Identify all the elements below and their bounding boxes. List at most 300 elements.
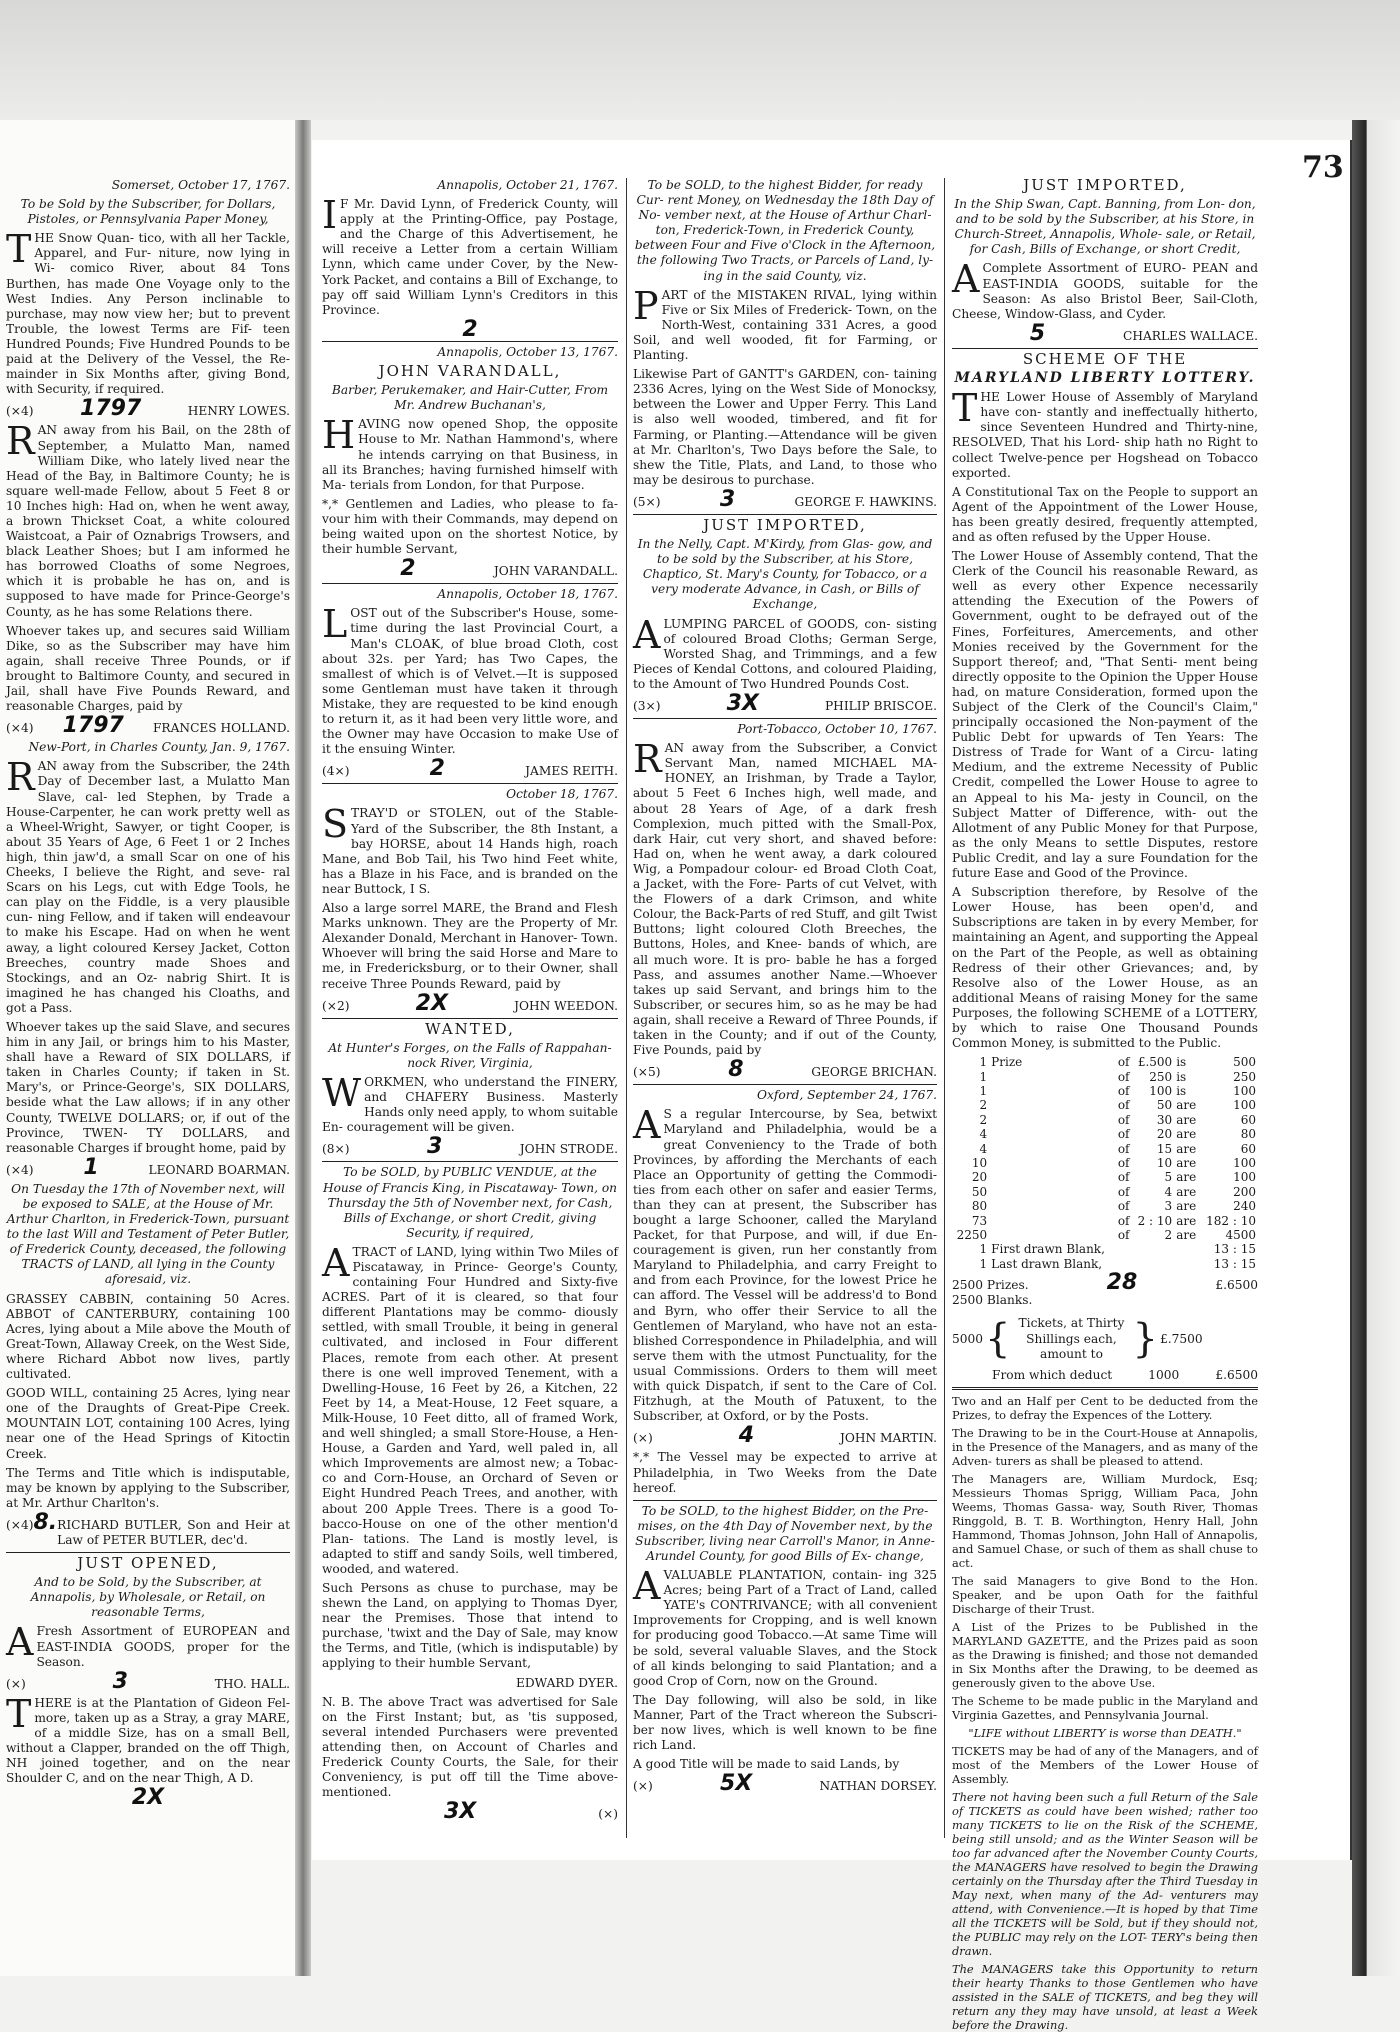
ad-intro (322, 1165, 618, 1240)
ad-body (6, 419, 290, 619)
prize-cell: 2250 (956, 1228, 988, 1243)
handwritten-mark: 2X (131, 1785, 165, 1811)
prize-cell: 100 (1233, 1156, 1256, 1170)
prize-cell: 1 (979, 1069, 988, 1084)
prize-cell (989, 1199, 1116, 1213)
ad-text: Whoever takes up the said Slave, and secures him in any Jail, or brings him to his Master, shall have a Reward of SIX DOLLARS, if taken in Charles County; if taken in St. Mary's, or Prince-George's, SIX DOLLARS, beside what the Law allows; if in any other County, TWELVE DOLLARS; or, if out of the Province, TWEN- TY DOLLARS, and reasonable Charges if brought home, paid by (6, 1019, 290, 1155)
ad-body (322, 1695, 618, 1801)
advertiser-name: NATHAN DORSEY. (819, 1779, 937, 1794)
insertion-code: (8×) (322, 1142, 350, 1157)
ad-body (6, 624, 290, 715)
insertion-code: (×4) (6, 1517, 34, 1532)
prize-cell: of (1117, 1199, 1130, 1214)
ad-text: Also a large sorrel MARE, the Brand and Flesh Marks unknown. They are the Property of Mr. Alexander Donald, Merchant in Hanover- Town. Whoever will bring the said Horse and Mare to me, in Fredericksburg, or to their Owner, shall receive Three Pounds Reward, paid by (322, 901, 618, 991)
ad-body (633, 1450, 937, 1495)
ad-body (952, 1426, 1258, 1468)
ad-intro (633, 537, 937, 612)
left-column (6, 178, 290, 1898)
ad-text: F Mr. David Lynn, of Frederick County, will apply at the Printing-Office, pay Postage, and the Charge of this Advertisement, he will receive a Letter from a certain William Lynn, which came under Cover, by the New- York Packet, and contains a Bill of Exchange, to pay off said William Lynn's Creditors in this Province. (322, 197, 618, 317)
signature-line (6, 1154, 290, 1180)
advertiser-name: PHILIP BRISCOE. (824, 699, 937, 713)
drop-cap: T (6, 1691, 32, 1736)
signature-line (6, 1668, 290, 1694)
handwritten-mark: 1797 (80, 396, 142, 422)
prize-row (952, 1113, 1258, 1127)
drop-cap: P (633, 283, 659, 328)
rule (322, 583, 618, 584)
prize-cell: of (1117, 1213, 1130, 1228)
ad-body (322, 413, 618, 492)
prize-cell: 1 (979, 1083, 988, 1098)
prize-cell: 10 (971, 1156, 988, 1170)
signature-line (633, 1057, 937, 1083)
prize-cell: 4500 (1225, 1228, 1256, 1243)
ad-body (322, 802, 618, 897)
ad-heading (952, 178, 1258, 193)
insertion-code: (×4) (6, 1162, 34, 1177)
ad-text: To be SOLD, to the highest Bidder, on the Pre- mises, on the 4th Day of November next, by the Subscriber, living near Carroll's Manor, in Anne-Arundel County, for good Bills of Ex- change, (635, 1503, 935, 1563)
advertiser-name: JOHN STRODE. (519, 1142, 618, 1157)
prize-row (952, 1142, 1258, 1156)
handwritten-mark: 3X (443, 1799, 477, 1825)
handwritten-mark: 2 (429, 756, 445, 782)
drop-cap: R (633, 737, 662, 782)
ad-text: GRASSEY CABBIN, containing 50 Acres. ABBOT of CANTERBURY, containing 100 Acres, lying about a Mile above the Mouth of Great-Town, Allaway Creek, on the West Side, where Richard Abbot now lives, partly cultivated. (6, 1291, 290, 1382)
ad-text: To be SOLD, to the highest Bidder, for ready Cur- rent Money, on Wednesday the 18th Day of No- vember next, at the House of Arthur Charl- ton, Frederick-Town, in Frederick County, between Four and Five o'Clock in the Afternoon, the following Two Tracts, or Parcels of Land, ly- ing in the said County, viz. (634, 178, 936, 283)
handwritten-mark: 5X (720, 1771, 753, 1797)
prize-cell: 2 (979, 1112, 988, 1127)
rule (952, 348, 1258, 349)
ad-text: Whoever takes up, and secures said William Dike, so as the Subscriber may have him again, shall receive Three Pounds, or if brought to Baltimore County, and secured in Jail, shall have Five Pounds Reward, and reasonable Charges, paid by (6, 623, 290, 714)
signature-line (322, 1134, 618, 1160)
ad-text: TRACT of LAND, lying within Two Miles of Piscataway, in Prince- George's County, containing Four Hundred and Sixty-five ACRES. Part of it is cleared, so that four different Plantations may be commo- diously settled, with small Trouble, it being in general cultivated, and inclosed in Four different Places, remote from each other. At present there is one well improved Tenement, with a Dwelling-House, 16 Feet by 26, a Kitchen, 22 Feet by 14, a Meat-House, 12 Feet square, a Milk-House, 10 Feet ditto, all of framed Work, and well shingled; a small Store-House, a Hen- House, a Garden and Yard, well paled in, all which Improvements are almost new; a Tobac- co and Corn-House, an Orchard of Seven or Eight Hundred Peach Trees, and another, with about 200 Apple Trees. There is a good To- bacco-House on one of the other mention'd Plan- tations. The Land is mostly level, is adapted to stiff and sandy Soils, well timbered, wooded, and watered. (322, 1244, 618, 1576)
ad-intro (6, 1575, 290, 1620)
insertion-code: (3×) (633, 699, 661, 713)
advertiser-name: JOHN WEEDON. (514, 998, 618, 1013)
ad-text: ART of the MISTAKEN RIVAL, lying within Five or Six Miles of Frederick- Town, on the North-West, containing 331 Acres, a good Soil, and well wooded, fit for Farming, or Planting. (633, 287, 937, 363)
ad-body (633, 1103, 937, 1424)
drop-cap: A (633, 1564, 661, 1609)
prize-cell: of (1117, 1055, 1130, 1070)
prize-row (952, 1127, 1258, 1141)
prize-cell: of (1117, 1083, 1130, 1098)
drop-cap: S (322, 802, 349, 847)
drop-cap: T (6, 227, 32, 272)
dateline (6, 740, 290, 755)
signature-line (322, 556, 618, 582)
prize-cell: 4 (979, 1141, 988, 1156)
handwritten-mark: 5 (1029, 320, 1046, 346)
prize-row (952, 1242, 1258, 1256)
prize-cell: are (1176, 1098, 1197, 1113)
prize-cell: 4 (979, 1127, 988, 1142)
advertiser-name: EDWARD DYER. (516, 1675, 618, 1690)
ad-body (322, 497, 618, 557)
ad-body (952, 1694, 1258, 1722)
prize-cell: 240 (1233, 1199, 1256, 1214)
prize-cell: of (1117, 1112, 1130, 1127)
ad-text: TICKETS may be had of any of the Managers, and of most of the Members of the Lower House of Assembly. (952, 1743, 1258, 1786)
prize-row (952, 1070, 1258, 1084)
prize-totals (952, 1270, 1258, 1296)
prize-cell: 2 (1164, 1228, 1173, 1243)
ad-text: Complete Assortment of EURO- PEAN and EAST-INDIA GOODS, suitable for the Season: As also Bristol Beer, Sail-Cloth, Cheese, Window-Glass, and Cyder. (952, 261, 1258, 321)
ad-body (6, 755, 290, 1016)
ad-text: A Subscription therefore, by Resolve of the Lower House, has been open'd, and Subscriptions are taken in by every Member, for maintaining an Agent, and supporting the Appeal on the Part of the People, as well as obtaining Redress of their other Grievances; and, by Resolve also of the Lower House, as an additional Means of raising Money for the same Purposes, the following SCHEME of a LOTTERY, by which to raise One Thousand Pounds Common Money, is submitted to the Public. (952, 885, 1258, 1051)
net-value: £.6500 (1215, 1367, 1258, 1382)
ad-text: ORKMEN, who understand the FINERY, and CHAFERY Business. Masterly Hands only need apply, to whom suitable En- couragement will be given. (322, 1074, 618, 1135)
advertiser-name: RICHARD BUTLER, Son and Heir at Law of PETER BUTLER, dec'd. (57, 1517, 290, 1547)
handwritten-mark: 3 (112, 1668, 128, 1694)
prize-cell: 13 : 15 (1213, 1242, 1256, 1257)
ad-body (952, 1472, 1258, 1570)
prize-cell: £.500 (1137, 1055, 1173, 1070)
prize-cell: of (1117, 1141, 1130, 1156)
drop-cap: W (322, 1070, 362, 1115)
ad-body (322, 1070, 618, 1135)
prize-cell: are (1176, 1170, 1197, 1185)
prize-row (952, 1098, 1258, 1112)
signature-line (633, 1771, 937, 1797)
ad-text: JUST OPENED, (77, 1554, 219, 1573)
prize-cell (989, 1098, 1116, 1112)
tickets-block: 5000 { Tickets, at Thirty Shillings each, amount to } £.7500 (952, 1316, 1203, 1363)
prize-cell: are (1176, 1184, 1197, 1199)
prize-cell: are (1176, 1199, 1197, 1214)
ad-text: Such Persons as chuse to purchase, may be shewn the Land, on applying to Thomas Dyer, near the Premises. Those that intend to purchase, 'twixt and the Day of Sale, may know the Terms, and Title, (which is indisputable) by applying to their humble Servant, (322, 1580, 618, 1671)
advertiser-name: HENRY LOWES. (187, 404, 290, 419)
prize-cell (989, 1214, 1116, 1228)
ad-heading (322, 364, 618, 379)
rule (322, 783, 618, 784)
advertiser-name: THO. HALL. (214, 1676, 290, 1691)
prize-cell: are (1176, 1127, 1197, 1142)
prize-table (952, 1055, 1258, 1271)
page-number: 73 (1302, 150, 1344, 185)
prize-cell: are (1176, 1213, 1197, 1228)
prize-row (952, 1084, 1258, 1098)
ad-body (633, 1564, 937, 1689)
rule (633, 718, 937, 719)
prize-cell: 100 (1233, 1170, 1256, 1185)
prize-cell: 200 (1233, 1184, 1256, 1199)
ad-text: Fresh Assortment of EUROPEAN and EAST-INDIA GOODS, proper for the Season. (36, 1624, 290, 1669)
signature-line (6, 396, 290, 422)
rule (633, 1500, 937, 1501)
prize-cell (989, 1070, 1116, 1084)
prize-cell: 2 (979, 1098, 988, 1113)
column-one (322, 178, 618, 1838)
signature-line (6, 713, 290, 739)
insertion-code: (×4) (6, 721, 34, 736)
prize-cell: is (1176, 1069, 1187, 1084)
signature-line (322, 990, 618, 1016)
notice (952, 1962, 1258, 2032)
prize-cell: 50 (971, 1184, 988, 1199)
ad-body (322, 193, 618, 318)
prize-cell: are (1176, 1112, 1197, 1127)
ad-text: VALUABLE PLANTATION, contain- ing 325 Acres; being Part of a Tract of Land, called YATE's CONTRIVANCE; with all convenient Improvements for Cropping, and is well known for producing good Tobacco.—At same Time will be sold, several valuable Slaves, and the Stock of all kinds belonging to said Plantation; and a good Crop of Corn, now on the Ground. (633, 1568, 937, 1688)
prize-cell: 15 (1156, 1141, 1173, 1156)
prize-cell (989, 1228, 1116, 1242)
column-rule (944, 178, 945, 1838)
signature-line (633, 1423, 937, 1449)
handwritten-mark: 3X (726, 691, 759, 716)
ad-body (322, 1240, 618, 1577)
ad-intro (952, 197, 1258, 257)
ad-text: To be SOLD, by PUBLIC VENDUE, at the House of Francis King, in Piscataway- Town, on Thursday the 5th of November next, for Cash, Bills of Exchange, or short Credit, giving Security, if required, (322, 1165, 618, 1240)
signature-line (633, 486, 937, 512)
prize-cell: 20 (971, 1170, 988, 1185)
ad-text: HERE is at the Plantation of Gideon Fel- more, taken up as a Stray, a gray MARE, of a middle Size, has on a small Bell, without a Clapper, branded on the off Thigh, NH joined together, and on the near Shoulder C, and on the near Thigh, A D. (6, 1695, 290, 1786)
ad-heading (322, 1019, 618, 1038)
ad-body (6, 1466, 290, 1511)
prize-cell: 60 (1240, 1112, 1256, 1127)
prize-cell (989, 1185, 1116, 1199)
prize-cell: of (1117, 1184, 1130, 1199)
ad-text: The Drawing to be in the Court-House at Annapolis, in the Presence of the Managers, and as many of the Adven- turers as shall be pleased to attend. (952, 1425, 1258, 1468)
dateline (633, 722, 937, 737)
handwritten-mark: 8 (728, 1057, 744, 1083)
prize-row (952, 1199, 1258, 1213)
tickets-desc: Tickets, at Thirty Shillings each, amount to (1018, 1316, 1125, 1361)
ad-text: HE Lower House of Assembly of Maryland have con- stantly and ineffectually hitherto, since Seventeen Hundred and Thirty-nine, RESOLVED, That his Lord- ship hath no Right to collect Twelve-pence per Hogshead on Tobacco exported. (952, 390, 1258, 480)
prizes-count: 2500 Prizes. (952, 1278, 1029, 1293)
deduct-label: From which deduct (992, 1367, 1113, 1382)
insertion-code: (5×) (633, 494, 661, 509)
ad-body (322, 1581, 618, 1672)
ad-text: Oxford, September 24, 1767. (757, 1088, 937, 1103)
prize-cell: 500 (1233, 1055, 1256, 1070)
ad-text: In the Ship Swan, Capt. Banning, from Lon- don, and to be sold by the Subscriber, at his Store, in Church-Street, Annapolis, Whole- sale, or Retail, for Cash, Bills of Exchange, or short Credit, (954, 197, 1256, 257)
prize-cell (989, 1127, 1116, 1141)
ad-text: Annapolis, October 21, 1767. (437, 178, 618, 192)
ad-body (952, 1620, 1258, 1690)
insertion-code: (×2) (322, 998, 350, 1013)
prize-cell (989, 1170, 1116, 1184)
prize-cell (989, 1084, 1116, 1098)
page-edge (1352, 120, 1400, 1976)
prize-cell: 3 (1164, 1199, 1173, 1214)
column-three (952, 176, 1258, 2032)
prize-cell (989, 1113, 1116, 1127)
drop-cap: L (322, 602, 348, 647)
ad-text: The Scheme to be made public in the Maryland and Virginia Gazettes, and Pennsylvania Journal. (952, 1693, 1258, 1722)
advertiser-name: CHARLES WALLACE. (1123, 328, 1258, 343)
ad-text: The Lower House of Assembly contend, That the Clerk of the Council his reasonable Reward, as well as every other Expence necessarily attending the Execution of the Powers of Government, ought to be defrayed out of the Fines, Forfeitures, Amercements, and other Monies received by the Government for the Support thereof; and, "That Senti- ment being directly opposite to the Opinion the Upper House had, on mature Consideration, formed upon the Subject of the Clerk of the Council's Claim," principally occasioned the Non-payment of the Public Debt for upwards of Ten Years: The Distress of Trade for Want of a Circu- lating Medium, and the extreme Necessity of Public Credit, compelled the Lower House to agree to an Appeal to his Ma- jesty in Council, on the Subject Matter of Difference, with- out the Allotment of any Public Money for that Purpose, as the only Means to settle Disputes, restore Public Credit, and lay a sure Foundation for the future Ease and Good of the Province. (952, 549, 1258, 881)
prize-cell: of (1117, 1228, 1130, 1243)
advertiser-name: LEONARD BOARMAN. (148, 1162, 290, 1177)
ad-text: The MANAGERS take this Opportunity to return their hearty Thanks to those Gentlemen who have assisted in the SALE of TICKETS, and beg they will return any they may have unsold, at least a Week before the Drawing. (952, 1961, 1258, 2032)
ad-text: The Day following, will also be sold, in like Manner, Part of the Tract whereon the Subscri- ber now lives, which is well known to be fine rich Land. (633, 1692, 937, 1753)
prize-cell: of (1117, 1098, 1130, 1113)
prize-cell: of (1117, 1127, 1130, 1142)
ad-text: In the Nelly, Capt. M'Kirdy, from Glas- gow, and to be sold by the Subscriber, at his Store, Chaptico, St. Mary's County, for Tobacco, or a very moderate Advance, in Cash, or Bills of Exchange, (637, 537, 933, 612)
ad-intro (322, 1041, 618, 1071)
prize-cell: of (1117, 1156, 1130, 1170)
handwritten-mark: 2 (462, 316, 478, 342)
prize-cell: of (1117, 1170, 1130, 1185)
ad-body (633, 283, 937, 363)
ad-body (633, 1757, 937, 1772)
prize-row (952, 1170, 1258, 1184)
advertiser-name: GEORGE F. HAWKINS. (794, 494, 937, 509)
drop-cap: R (6, 419, 35, 464)
tickets-count: 5000 (952, 1331, 984, 1346)
scan-top-shadow (0, 0, 1400, 120)
ad-body (6, 1691, 290, 1787)
blanks-count: 2500 Blanks. (952, 1293, 1033, 1308)
ad-text: There not having been such a full Return of the Sale of TICKETS as could have been wished; rather too many TICKETS to lie on the Risk of the SCHEME, being still unsold; and as the Winter Season will be too far advanced after the November County Courts, the MANAGERS have resolved to begin the Drawing certainly on the Thursday after the Third Tuesday in May next, when many of the Ad- venturers may attend, with Convenience.—It is hoped by that Time all the TICKETS will be Sold, but if they should not, the PUBLIC may rely on the LOT- TERY's being then drawn. (952, 1789, 1258, 1958)
dateline (6, 178, 290, 193)
prize-cell: 250 (1149, 1069, 1173, 1084)
signature-line (322, 1676, 618, 1691)
signature-line (322, 316, 618, 342)
ad-heading (952, 349, 1258, 368)
ad-body (952, 257, 1258, 321)
prize-cell: 13 : 15 (1213, 1256, 1256, 1271)
ad-text: OST out of the Subscriber's House, some- time during the last Provincial Court, a Man's CLOAK, of blue broad Cloth, cost about 32s. per Yard; has Two Capes, the smallest of which is of Velvet.—It is supposed some Gentleman must have taken it through Mistake, they are requested to be kind enough to return it, as it had been very little wore, and the Owner may have Occasion to make Use of it the ensuing Winter. (322, 606, 618, 757)
prize-row (952, 1055, 1258, 1069)
prize-cell (1133, 1257, 1175, 1271)
prize-cell (1116, 1257, 1133, 1271)
prize-cell: 182 : 10 (1206, 1213, 1256, 1228)
drop-cap: A (6, 1620, 34, 1665)
handwritten-mark: 2 (400, 556, 416, 582)
rule (633, 514, 937, 515)
advertiser-name: GEORGE BRICHAN. (811, 1065, 937, 1080)
ad-text: AN away from his Bail, on the 28th of September, a Mulatto Man, named William Dike, who lately lived near the Head of the Bay, in Baltimore County; he is square well-made Fellow, about 5 Feet 8 or 10 Inches high: Had on, when he went away, a brown Thickset Coat, a white coloured Waistcoat, a Pair of Oznabrigs Trowsers, and black Leather Shoes; but I am informed he has borrowed Cloaths of some Negroes, which it is probable he has on, and is supposed to have made for Prince-George's County, as he has some Relations there. (6, 423, 290, 619)
ad-intro (322, 383, 618, 413)
signature-line (633, 691, 937, 716)
ad-text: The said Managers to give Bond to the Hon. Speaker, and be upon Oath for the faithful Discharge of their Trust. (952, 1573, 1258, 1616)
tickets-value: £.7500 (1159, 1331, 1203, 1346)
lottery-title (952, 371, 1258, 386)
lottery-bottom (952, 1394, 1258, 2032)
handwritten-mark: 8. (33, 1509, 58, 1535)
rule (322, 1018, 618, 1019)
signature-line (322, 756, 618, 782)
prize-row (952, 1228, 1258, 1242)
prize-cell: 100 (1233, 1083, 1256, 1098)
ad-body (322, 602, 618, 757)
ad-body (952, 885, 1258, 1051)
ad-text: Annapolis, October 13, 1767. (437, 344, 618, 359)
prize-cell: 30 (1156, 1112, 1173, 1127)
handwritten-mark: 4 (738, 1423, 755, 1449)
prize-cell (989, 1156, 1116, 1170)
signature-line (6, 1785, 290, 1811)
ad-text: New-Port, in Charles County, Jan. 9, 1767. (28, 740, 290, 755)
ad-text: A good Title will be made to said Lands, by (633, 1757, 900, 1772)
advertiser-name: (×) (598, 1807, 618, 1822)
prize-cell: 2 : 10 (1137, 1213, 1173, 1228)
ad-text: WANTED, (425, 1019, 515, 1038)
prize-cell: 100 (1149, 1083, 1173, 1098)
prize-cell: 80 (1240, 1127, 1256, 1142)
ad-text: SCHEME OF THE (1022, 349, 1188, 368)
deduct-row (952, 1368, 1258, 1383)
prize-cell: 250 (1233, 1069, 1256, 1084)
ad-text: At Hunter's Forges, on the Falls of Rappahan- nock River, Virginia, (328, 1040, 612, 1070)
drop-cap: A (633, 612, 661, 657)
ad-text: A Constitutional Tax on the People to support an Agent of the Appointment of the Lower House, has been greatly desired, frequently attempted, and as often refused by the Upper House. (952, 484, 1258, 544)
rule (633, 1084, 937, 1085)
ad-text: HE Snow Quan- tico, with all her Tackle, Apparel, and Fur- niture, now lying in Wi- comico River, about 84 Tons Burthen, has made One Voyage only to the West Indies. Any Person inclinable to purchase, may now view her; but to prevent Trouble, the lowest Terms are Fif- teen Hundred Pounds; Five Hundred Pounds to be paid at the Delivery of the Vessel, the Re- mainder in Six Months after, giving Bond, with Security, if required. (6, 231, 290, 397)
deduct-value: 1000 (1148, 1367, 1180, 1382)
ad-body (952, 386, 1258, 481)
drop-cap: I (322, 193, 338, 238)
advertiser-name: JOHN MARTIN. (839, 1431, 937, 1446)
handwritten-mark: 1797 (62, 713, 124, 739)
advertiser-name: JAMES REITH. (525, 764, 618, 779)
ad-text: N. B. The above Tract was advertised for Sale on the First Instant; but, as 'tis supposed, several intended Purchasers were prevented attending then, on Account of Charles and Frederick County Courts, the Sale, for their Conveniency, is put off till the Time above-mentioned. (322, 1694, 618, 1800)
ad-text: *,* The Vessel may be expected to arrive at Philadelphia, in Two Weeks from the Date hereof. (633, 1450, 937, 1495)
ad-body (952, 1574, 1258, 1616)
prize-cell (1174, 1257, 1200, 1271)
prize-cell: 4 (1164, 1184, 1173, 1199)
ad-intro (6, 1182, 290, 1288)
ad-text: Two and an Half per Cent to be deducted from the Prizes, to defray the Expences of the Lottery. (952, 1393, 1258, 1422)
signature-line (952, 320, 1258, 346)
insertion-code: (×4) (6, 404, 34, 419)
prize-cell: 5 (1164, 1170, 1173, 1185)
ad-body (6, 1620, 290, 1669)
ad-text: Barber, Perukemaker, and Hair-Cutter, From Mr. Andrew Buchanan's, (331, 383, 609, 413)
motto (952, 1726, 1258, 1740)
prize-cell: Last drawn Blank, (991, 1256, 1103, 1271)
ad-text: Port-Tobacco, October 10, 1767. (737, 722, 937, 737)
ad-text: S a regular Intercourse, by Sea, betwixt Maryland and Philadelphia, would be a great Conveniency to the Trade of both Provinces, by affording the Merchants of each Place an Opportunity of getting the Commodi- ties from each other on safer and easier Terms, than they can at present, the Subscriber has bought a large Schooner, called the Maryland Packet, for that Purpose, and will, if due En- couragement is given, run her constantly from Maryland to Philadelphia, and carry Freight to and from each Province, for the lowest Price he can afford. The Vessel will be address'd to Bond and Byrn, who offer their Service to all the Gentlemen of Maryland, who have not an esta- blished Correspondence in Philadelphia, and will serve them with the utmost Punctuality, for the usual Commissions. Orders to them will meet with quick Dispatch, if sent to the Care of Col. Fitzhugh, at the Mouth of Patuxent, to the Subscriber, at Oxford, or by the Posts. (633, 1107, 937, 1424)
ad-text: Likewise Part of GANTT's GARDEN, con- taining 2336 Acres, lying on the West Side of Monocksy, between the Lower and Upper Ferry. This Land is also well wooded, timbered, and fit for Farming, or Planting.—Attendance will be given at Mr. Charlton's, Two Days before the Sale, to shew the Title, Plats, and Land, to those who may be desirous to purchase. (633, 367, 937, 487)
prize-cell: 1 (979, 1256, 988, 1271)
prize-row (952, 1257, 1258, 1271)
ad-text: Annapolis, October 18, 1767. (437, 587, 618, 602)
prize-cell: 100 (1233, 1098, 1256, 1113)
ad-body (952, 549, 1258, 881)
prize-cell: 1 (979, 1055, 988, 1070)
column-rule (626, 178, 627, 1838)
ad-text: TRAY'D or STOLEN, out of the Stable- Yard of the Subscriber, the 8th Instant, a bay HORSE, about 14 Hands high, roach Mane, and Bob Tail, his Two hind Feet white, has a Blaze in his Face, and is branded on the near Buttock, I S. (322, 806, 618, 896)
ad-text: AN away from the Subscriber, the 24th Day of December last, a Mulatto Man Slave, cal- led Stephen, by Trade a House-Carpenter, he can work pretty well as a Wheel-Wright, Sawyer, or tight Cooper, is about 35 Years of Age, 6 Feet 1 or 2 Inches high, thin jaw'd, a small Scar on one of his Cheeks, I believe the Right, and seve- ral Scars on his Legs, cut with Edge Tools, he can play on the Fiddle, is a very plausible cun- ning Fellow, and if taken will endeavour to make his Escape. Had on when he went away, a light coloured Kersey Jacket, Cotton Breeches, country made Shoes and Stockings, and an Oz- nabrig Shirt. It is imagined he has changed his Cloaths, and got a Pass. (6, 759, 290, 1015)
ad-body (952, 1394, 1258, 1422)
prize-row (952, 1156, 1258, 1170)
prize-cell (1133, 1242, 1175, 1256)
prize-cell (989, 1142, 1116, 1156)
prize-cell (1116, 1242, 1133, 1256)
prize-cell: 1 (979, 1242, 988, 1257)
advertiser-name: JOHN VARANDALL. (493, 564, 618, 579)
ad-heading (633, 515, 937, 534)
ad-text: JOHN VARANDALL, (378, 362, 562, 381)
prize-cell: First drawn Blank, (991, 1242, 1105, 1257)
ad-body (6, 1386, 290, 1461)
drop-cap: A (952, 257, 980, 302)
rule (6, 1552, 290, 1553)
handwritten-mark: 3 (719, 486, 736, 512)
ad-body (633, 1693, 937, 1753)
prize-cell: 50 (1156, 1098, 1173, 1113)
drop-cap: H (322, 413, 356, 458)
ad-intro (6, 197, 290, 227)
ad-body (633, 612, 937, 692)
prize-row (952, 1185, 1258, 1199)
dateline (322, 345, 618, 360)
handwritten-mark: 2X (415, 990, 448, 1016)
ad-body (322, 901, 618, 992)
ad-text: AN away from the Subscriber, a Convict Servant Man, named MICHAEL MA- HONEY, an Irishman, by Trade a Taylor, about 5 Feet 6 Inches high, well made, and about 28 Years of Age, of a dark fresh Complexion, much pitted with the Small-Pox, dark Hair, cut very short, and shaved before: Had on, when he went away, a dark coloured Wig, a Pompadour colour- ed Broad Cloth Coat, a Jacket, with the Fore- Parts of cut Velvet, with the Flowers of a dark Crimson, and white Colour, the Back-Parts of red Stuff, and gilt Twist Buttons; light coloured Cloth Breeches, the Buttons, Holes, and Knee- bands of which, are all much wore. It is pro- bable he has a forged Pass, and assumes another Name.—Whoever takes up said Servant, and brings him to the Subscriber, or secures him, so as he may be had again, shall receive a Reward of Three Pounds, if taken in the County; and if out of the County, Five Pounds, paid by (633, 741, 937, 1058)
insertion-code: (4×) (322, 764, 350, 779)
